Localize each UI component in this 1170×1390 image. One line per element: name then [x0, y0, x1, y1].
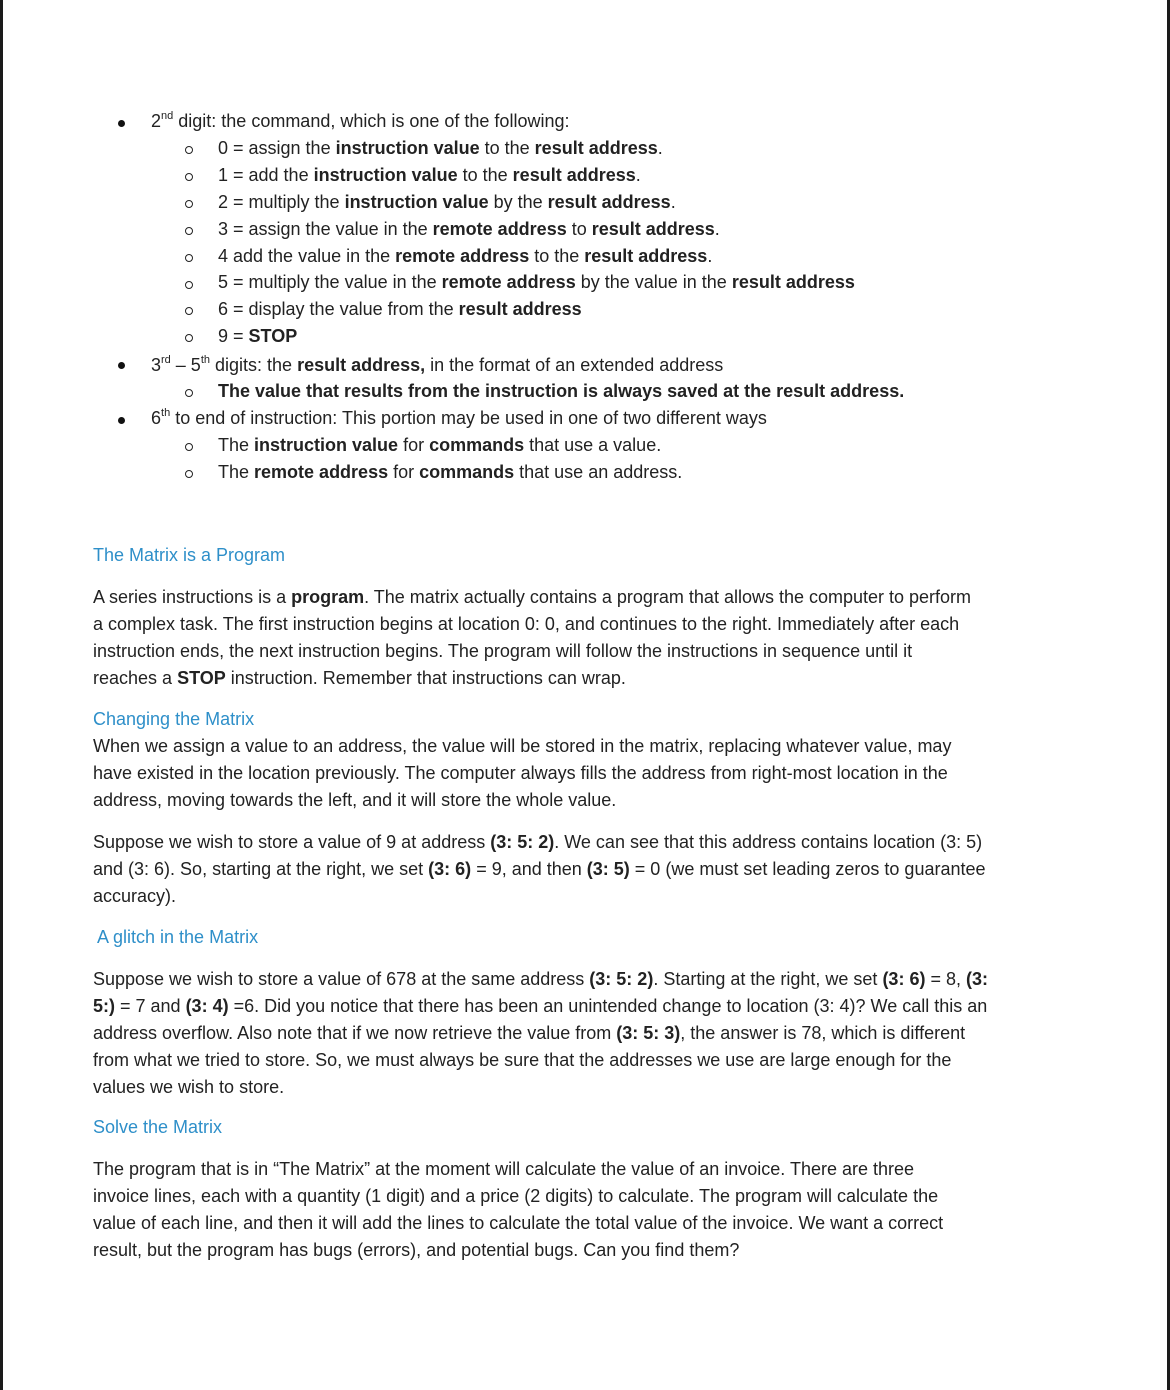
heading-changing-matrix: Changing the Matrix	[93, 709, 255, 729]
sub-bullet-circle	[185, 173, 193, 181]
result-address-note: The value that results from the instruction is always saved at the result address.	[218, 381, 905, 401]
command-item: 9 = STOP	[218, 326, 298, 346]
item-text: digit: the command, which is one of the following:	[173, 111, 570, 131]
paragraph-solve: The program that is in “The Matrix” at the moment will calculate the value of an invoice. There are three invoice lines, each with a quantity (1 digit) and a price (2 digits) to calculate. The program will calculate the value of each line, and then it will add the lines to calculate the total value of the invoice. We want a correct result, but the program has bugs (errors), and potential bugs. Can you find them?	[93, 1159, 944, 1260]
bullet-dot	[118, 417, 125, 424]
heading-glitch: A glitch in the Matrix	[97, 927, 259, 947]
sub-bullet-circle	[185, 307, 193, 315]
paragraph-store-example: Suppose we wish to store a value of 9 at address (3: 5: 2). We can see that this address contains location (3: 5) and (3: 6). So, starting at the right, we set (3: 6) = 9, and then (3: 5) = 0 (we must set leading zeros to guarantee accuracy).	[93, 832, 986, 906]
sub-bullet-circle	[185, 389, 193, 397]
sub-bullet-circle	[185, 443, 193, 451]
bullet-dot	[118, 120, 125, 127]
heading-solve: Solve the Matrix	[93, 1117, 223, 1137]
command-item: 3 = assign the value in the remote address to result address.	[218, 219, 720, 239]
sub-bullet-circle	[185, 227, 193, 235]
usage-item: The instruction value for commands that use a value.	[218, 435, 662, 455]
sub-bullet-circle	[185, 470, 193, 478]
command-item: 2 = multiply the instruction value by the result address.	[218, 192, 676, 212]
sub-bullet-circle	[185, 254, 193, 262]
sub-bullet-circle	[185, 334, 193, 342]
bullet-dot	[118, 362, 125, 369]
list-item-digit2	[151, 108, 569, 135]
sub-bullet-circle	[185, 200, 193, 208]
paragraph-changing: When we assign a value to an address, the value will be stored in the matrix, replacing whatever value, may have existed in the location previously. The computer always fills the address from right-most location in the address, moving towards the left, and it will store the whole value.	[93, 736, 952, 810]
command-item: 4 add the value in the remote address to the result address.	[218, 246, 713, 266]
paragraph-program: A series instructions is a program. The matrix actually contains a program that allows the computer to perform a complex task. The first instruction begins at location 0: 0, and continues to the right. Immediately after each instruction ends, the next instruction begins. The program will follow the instructions in sequence until it reaches a STOP instruction. Remember that instructions can wrap.	[93, 587, 972, 688]
paragraph-glitch: Suppose we wish to store a value of 678 at the same address (3: 5: 2). Starting at the right, we set (3: 6) = 8, (3: 5:) = 7 and (3: 4) =6. Did you notice that there has been an unintended change to location (3: 4)? We call this an address overflow. Also note that if we now retrieve the value from (3: 5: 3), the answer is 78, which is different from what we tried to store. So, we must always be sure that the addresses we use are large enough for the values we wish to store.	[93, 969, 988, 1097]
usage-item: The remote address for commands that use an address.	[218, 462, 683, 482]
sub-bullet-circle	[185, 281, 193, 289]
command-item: 6 = display the value from the result address	[218, 299, 582, 319]
command-item: 5 = multiply the value in the remote address by the value in the result address	[218, 272, 855, 292]
list-item-digit6: 6th to end of instruction: This portion may be used in one of two different ways	[151, 407, 767, 428]
command-item: 1 = add the instruction value to the result address.	[218, 165, 641, 185]
digit-number: 2	[151, 111, 162, 131]
sub-bullet-circle	[185, 146, 193, 154]
list-item-digit3: 3rd – 5th digits: the result address, in the format of an extended address	[151, 354, 724, 375]
heading-matrix-program: The Matrix is a Program	[93, 545, 286, 565]
ordinal-suffix: nd	[161, 110, 174, 122]
command-item: 0 = assign the instruction value to the result address.	[218, 138, 663, 158]
